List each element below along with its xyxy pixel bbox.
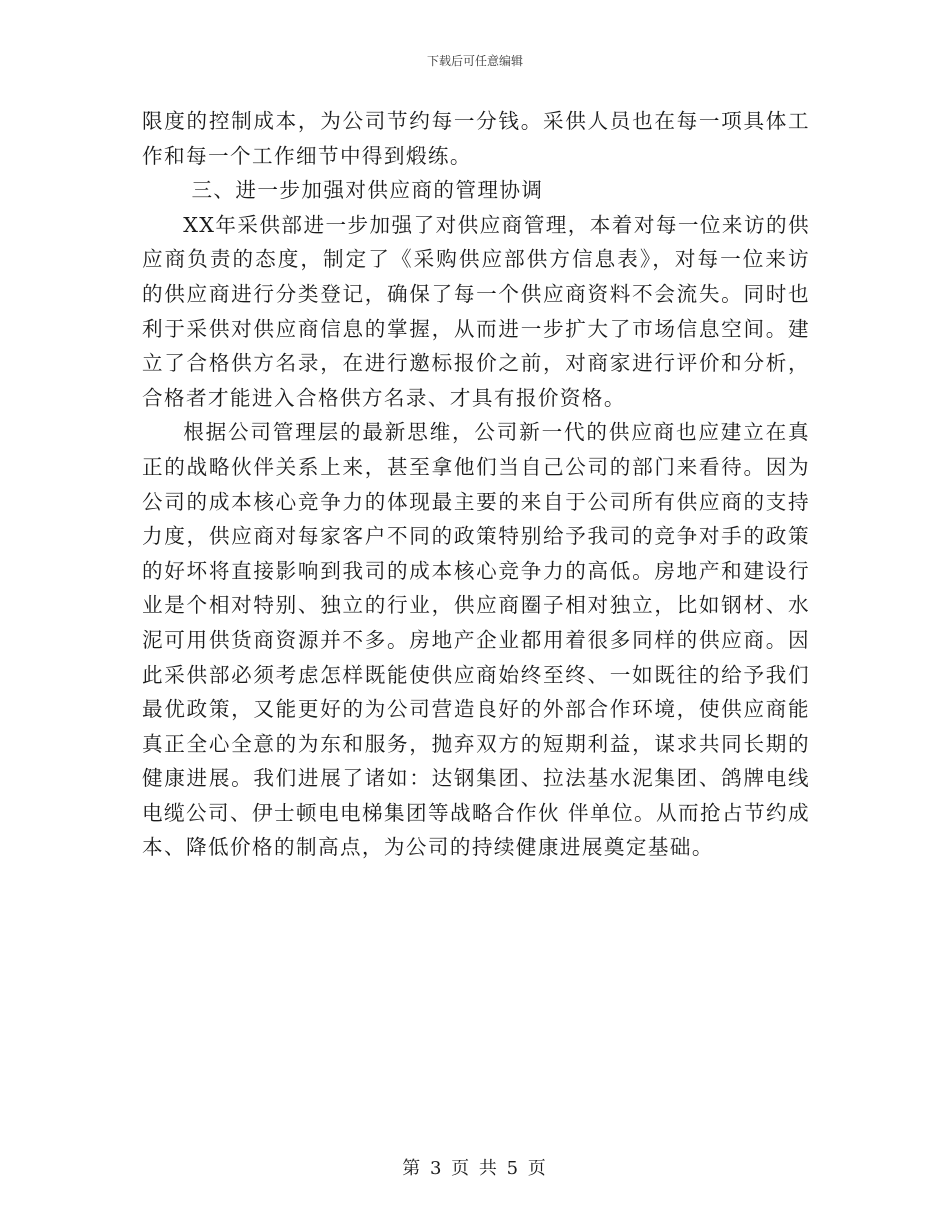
paragraph-supplier-management: XX年采供部进一步加强了对供应商管理，本着对每一位来访的供应商负责的态度，制定了《采购供应部供方信息表》，对每一位来访的供应商进行分类登记，确保了每一个供应商资料不会流失。同时也利于采供对供应商信息的掌握，从而进一步扩大了市场信息空间。建立了合格供方名录，在进行邀标报价之前，对商家进行评价和分析，合格者才能进入合格供方名录、才具有报价资格。 bbox=[142, 212, 810, 410]
section-heading: 三、进一步加强对供应商的管理协调 bbox=[191, 178, 544, 203]
document-body bbox=[142, 104, 810, 865]
page-header: 下载后可任意编辑 bbox=[426, 54, 523, 68]
paragraph-strategic-partners: 根据公司管理层的最新思维，公司新一代的供应商也应建立在真正的战略伙伴关系上来，甚至拿他们当自己公司的部门来看待。因为公司的成本核心竞争力的体现最主要的来自于公司所有供应商的支持力度，供应商对每家客户不同的政策特别给予我司的竞争对手的政策的好坏将直接影响到我司的成本核心竞争力的高低。房地产和建设行业是个相对特别、独立的行业，供应商圈子相对独立，比如钢材、水泥可用供货商资源并不多。房地产企业都用着很多同样的供应商。因此采供部必须考虑怎样既能使供应商始终至终、一如既往的给予我们最优政策，又能更好的为公司营造良好的外部合作环境，使供应商能真正全心全意的为东和服务，抛弃双方的短期利益，谋求共同长期的健康进展。我们进展了诸如：达钢集团、拉法基水泥集团、鸽牌电线电缆公司、伊士顿电电梯集团等战略合作伙 伴单位。从而抢占节约成本、降低价格的制高点，为公司的持续健康进展奠定基础。 bbox=[142, 420, 810, 860]
page-number: 第 3 页 共 5 页 bbox=[402, 1158, 548, 1179]
paragraph-continuation: 限度的控制成本，为公司节约每一分钱。采供人员也在每一项具体工作和每一个工作细节中得到煅练。 bbox=[142, 109, 810, 168]
